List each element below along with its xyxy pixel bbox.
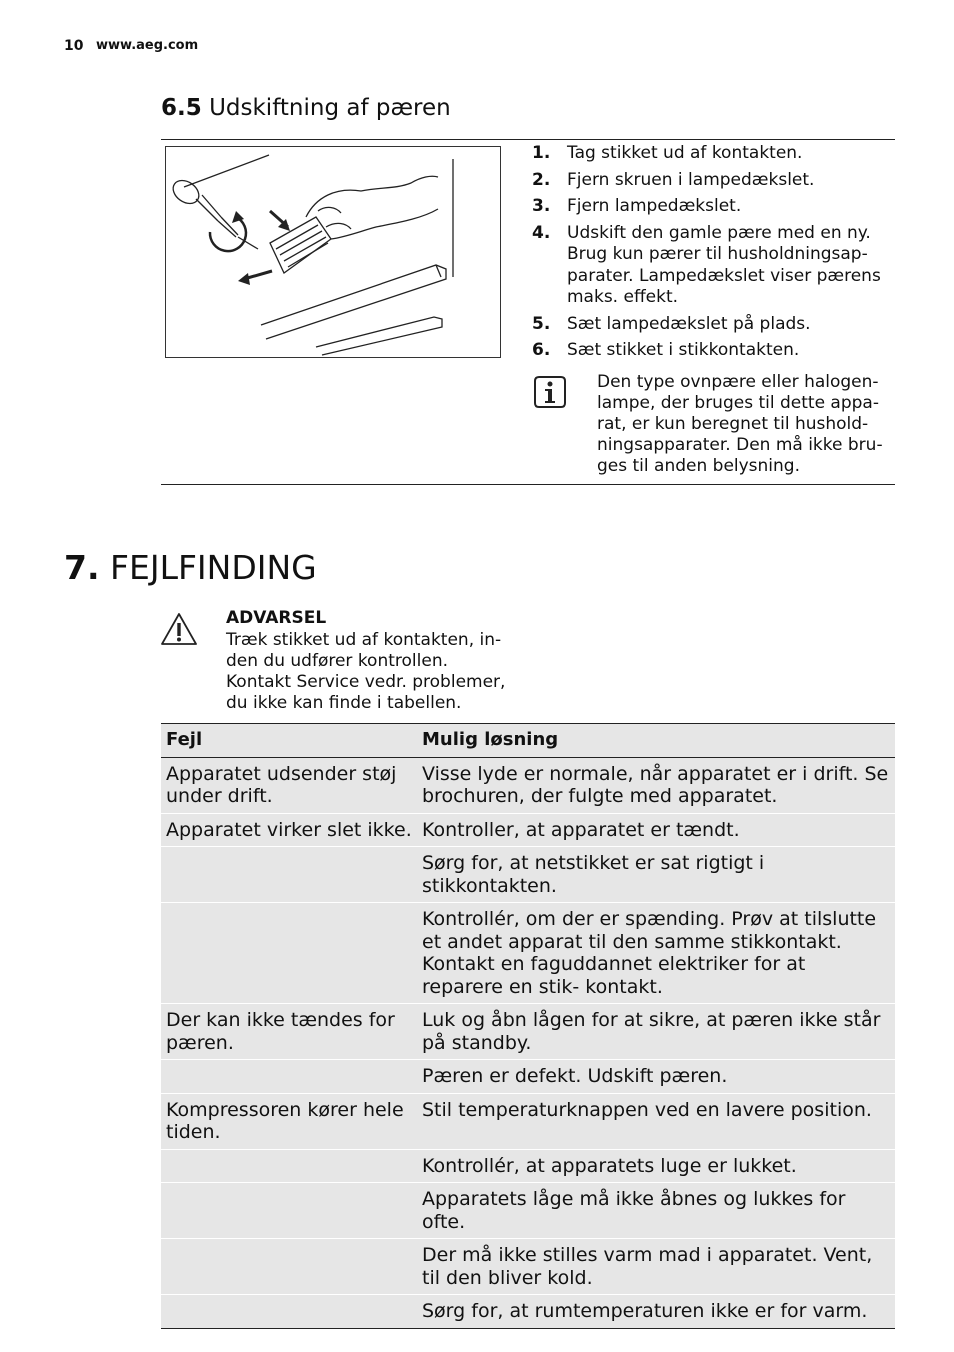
solution-cell: Der må ikke stilles varm mad i apparatet. Vent, til den bliver kold. xyxy=(417,1239,895,1295)
step-text: Sæt stikket i stikkontakten. xyxy=(567,340,800,360)
step-number: 3. xyxy=(532,196,551,216)
fault-cell xyxy=(161,1295,417,1329)
solution-cell: Luk og åbn lågen for at sikre, at pæren ikke står på standby. xyxy=(417,1004,895,1060)
fault-cell xyxy=(161,1149,417,1183)
info-note-text: Den type ovnpære eller halogen- lampe, der bruges til dette appa- rat, er kun beregnet til hushold- ningsapparater. Den må ikke bru- ges til anden belysning. xyxy=(597,372,883,476)
table-row xyxy=(161,1149,895,1183)
step-number: 6. xyxy=(532,340,551,360)
step-item xyxy=(532,314,892,336)
solution-cell: Apparatets låge må ikke åbnes og lukkes for ofte. xyxy=(417,1183,895,1239)
section-6-5-heading xyxy=(161,95,451,121)
solution-cell: Stil temperaturknappen ved en lavere position. xyxy=(417,1093,895,1149)
fault-cell xyxy=(161,847,417,903)
section-6-5-number: 6.5 xyxy=(161,95,202,121)
fault-cell xyxy=(161,1183,417,1239)
table-row xyxy=(161,1060,895,1094)
step-text: Tag stikket ud af kontakten. xyxy=(567,143,803,163)
warning-title: ADVARSEL xyxy=(226,608,327,628)
fault-cell xyxy=(161,1060,417,1094)
warning-text: Træk stikket ud af kontakten, in- den du udfører kontrollen. Kontakt Service vedr. problemer, du ikke kan finde i tabellen. xyxy=(226,630,506,713)
header-fault: Fejl xyxy=(161,724,417,758)
table-row xyxy=(161,1004,895,1060)
step-number: 5. xyxy=(532,313,551,334)
replacement-steps-list xyxy=(532,143,892,367)
section-6-5-title: Udskiftning af pæren xyxy=(209,95,451,121)
step-number: 2. xyxy=(532,169,551,190)
solution-cell: Visse lyde er normale, når apparatet er i drift. Se brochuren, der fulgte med apparatet. xyxy=(417,757,895,813)
table-row xyxy=(161,847,895,903)
solution-cell: Pæren er defekt. Udskift pæren. xyxy=(417,1060,895,1094)
fault-cell: Apparatet udsender støj under drift. xyxy=(161,757,417,813)
step-item xyxy=(532,143,892,165)
warning-triangle-icon xyxy=(160,612,198,646)
lamp-replacement-illustration xyxy=(165,146,501,358)
section-7-number: 7. xyxy=(64,548,100,587)
solution-cell: Sørg for, at rumtemperaturen ikke er for varm. xyxy=(417,1295,895,1329)
page-number: 10 xyxy=(64,38,84,54)
troubleshooting-table xyxy=(161,723,895,1329)
step-text: Fjern skruen i lampedækslet. xyxy=(567,169,815,190)
lamp-illustration-drawing xyxy=(166,147,500,357)
section-7-title: FEJLFINDING xyxy=(110,548,317,587)
fault-cell: Apparatet virker slet ikke. xyxy=(161,813,417,847)
step-text: Sæt lampedækslet på plads. xyxy=(567,313,811,334)
fault-cell xyxy=(161,903,417,1004)
section-7-heading xyxy=(64,548,317,587)
step-item xyxy=(532,340,892,362)
solution-cell: Sørg for, at netstikket er sat rigtigt i stikkontakten. xyxy=(417,847,895,903)
solution-cell: Kontroller, at apparatet er tændt. xyxy=(417,813,895,847)
step-item xyxy=(532,170,892,192)
table-row xyxy=(161,1183,895,1239)
table-row xyxy=(161,1239,895,1295)
info-icon xyxy=(533,375,567,409)
fault-cell xyxy=(161,1239,417,1295)
step-text: Fjern lampedækslet. xyxy=(567,196,742,216)
table-row xyxy=(161,1295,895,1329)
section-top-rule xyxy=(161,139,895,140)
solution-cell: Kontrollér, om der er spænding. Prøv at tilslutte et andet apparat til den samme stikkontakt. Kontakt en faguddannet elektriker for at reparere en stik- kontakt. xyxy=(417,903,895,1004)
fault-cell: Der kan ikke tændes for pæren. xyxy=(161,1004,417,1060)
website-link[interactable]: www.aeg.com xyxy=(96,38,199,53)
table-header-row xyxy=(161,724,895,758)
step-item xyxy=(532,196,892,218)
step-number: 4. xyxy=(532,222,551,243)
step-number: 1. xyxy=(532,143,551,163)
header-solution: Mulig løsning xyxy=(417,724,895,758)
table-row xyxy=(161,1093,895,1149)
table-row xyxy=(161,903,895,1004)
fault-cell: Kompressoren kører hele tiden. xyxy=(161,1093,417,1149)
solution-cell: Kontrollér, at apparatets luge er lukket. xyxy=(417,1149,895,1183)
table-row xyxy=(161,813,895,847)
step-item xyxy=(532,223,892,309)
step-text: Udskift den gamle pære med en ny. Brug kun pærer til husholdningsap- parater. Lampedækslet viser pærens maks. effekt. xyxy=(567,222,881,307)
section-bottom-rule xyxy=(161,484,895,485)
table-row xyxy=(161,757,895,813)
